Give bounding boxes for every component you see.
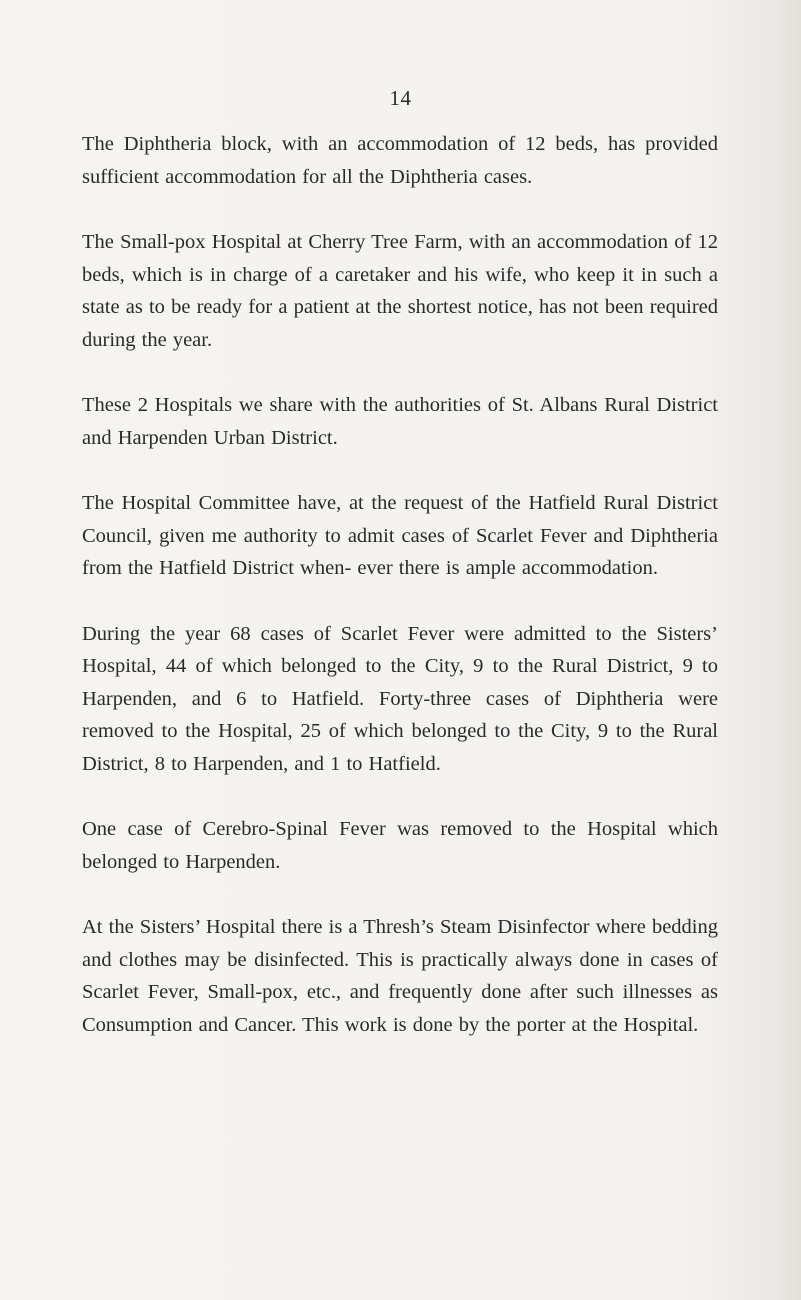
paragraph-shared-hospitals: These 2 Hospitals we share with the authorities of St. Albans Rural District and Harpenden Urban District. xyxy=(82,394,718,449)
paragraph-hospital-committee: The Hospital Committee have, at the request of the Hatfield Rural District Council, given me authority to admit cases of Scarlet Fever and Diphtheria from the Hatfield District when- ever there is ample accommodation. xyxy=(82,492,718,579)
paragraph-diphtheria-block: The Diphtheria block, with an accommodation of 12 beds, has provided sufficient accommodation for all the Diphtheria cases. xyxy=(82,133,718,188)
body-text xyxy=(82,128,718,1074)
paragraph-cerebro-spinal-fever: One case of Cerebro-Spinal Fever was removed to the Hospital which belonged to Harpenden. xyxy=(82,818,718,873)
paragraph-admissions: During the year 68 cases of Scarlet Fever were admitted to the Sisters’ Hospital, 44 of which belonged to the City, 9 to the Rural District, 9 to Harpenden, and 6 to Hatfield. Forty-three cases of Diphtheria were removed to the Hospital, 25 of which belonged to the City, 9 to the Rural District, 8 to Harpenden, and 1 to Hatfield. xyxy=(82,622,718,775)
page-number: 14 xyxy=(389,86,412,110)
paragraph-steam-disinfector: At the Sisters’ Hospital there is a Thresh’s Steam Disinfector where bedding and clothes may be disinfected. This is practically always done in cases of Scarlet Fever, Small-pox, etc., and frequently done after such illnesses as Consumption and Cancer. This work is done by the porter at the Hospital. xyxy=(82,916,718,1036)
paragraph-smallpox-hospital: The Small-pox Hospital at Cherry Tree Farm, with an accommodation of 12 beds, which is in charge of a caretaker and his wife, who keep it in such a state as to be ready for a patient at the shortest notice, has not been required during the year. xyxy=(82,231,718,351)
